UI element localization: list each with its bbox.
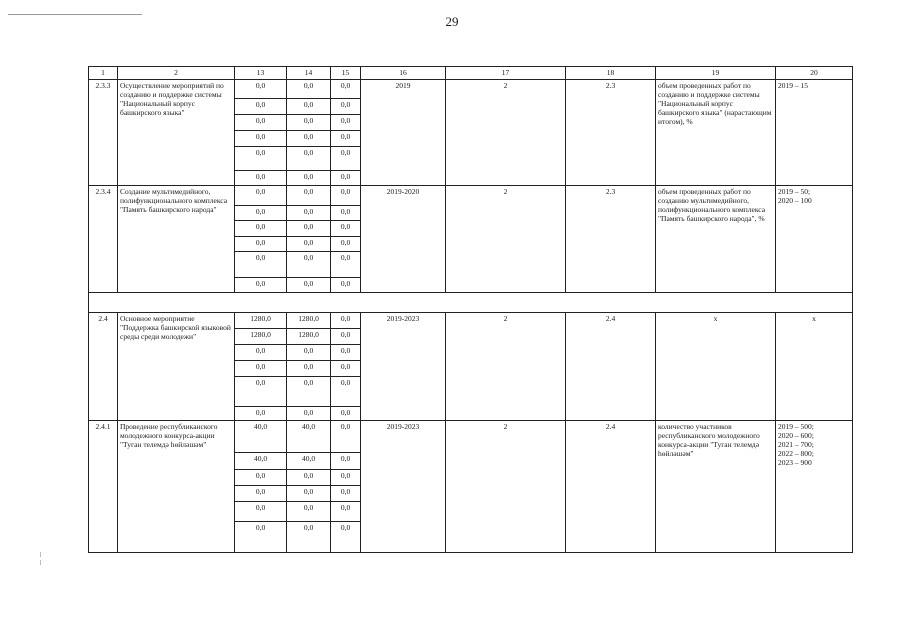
value-cell: 0,0 (330, 251, 361, 278)
value-cell: 0,0 (286, 406, 331, 421)
value-cell: 0,0 (286, 220, 331, 237)
col17-cell: 2 (445, 420, 566, 553)
value-cell: 0,0 (330, 376, 361, 407)
col18-cell: 2.3 (565, 185, 656, 293)
target-cell: 2019 – 500; 2020 – 600; 2021 – 700; 2022 – 800; 2023 – 900 (775, 420, 853, 553)
value-cell: 0,0 (234, 236, 287, 252)
value-cell: 0,0 (234, 376, 287, 407)
header-cell: 13 (234, 66, 287, 80)
value-cell: 0,0 (286, 277, 331, 293)
value-cell: 40,0 (286, 452, 331, 470)
header-cell: 20 (775, 66, 853, 80)
col18-cell: 2.3 (565, 79, 656, 186)
value-cell: 0,0 (234, 79, 287, 99)
header-cell: 14 (286, 66, 331, 80)
indicator-cell: объем проведенных работ по созданию и поддержке системы "Национальный корпус башкирского языка" (нарастающим итогом), % (655, 79, 776, 186)
row-name: Осуществление мероприятий по созданию и поддержке системы "Национальный корпус башкирского языка" (117, 79, 235, 186)
top-rule (8, 14, 142, 15)
value-cell: 0,0 (286, 185, 331, 206)
header-cell: 15 (330, 66, 361, 80)
value-cell: 0,0 (234, 98, 287, 115)
value-cell: 0,0 (330, 205, 361, 221)
value-cell: 0,0 (330, 406, 361, 421)
value-cell: 40,0 (286, 420, 331, 453)
value-cell: 0,0 (286, 236, 331, 252)
margin-mark (40, 560, 41, 565)
value-cell: 0,0 (286, 521, 331, 553)
value-cell: 0,0 (286, 344, 331, 361)
value-cell: 0,0 (234, 146, 287, 171)
value-cell: 0,0 (330, 170, 361, 186)
value-cell: 0,0 (234, 469, 287, 486)
value-cell: 0,0 (330, 114, 361, 131)
period-cell: 2019-2023 (360, 312, 446, 421)
col17-cell: 2 (445, 79, 566, 186)
value-cell: 0,0 (234, 130, 287, 147)
value-cell: 0,0 (330, 501, 361, 522)
indicator-cell: x (655, 312, 776, 421)
value-cell: 0,0 (286, 79, 331, 99)
value-cell: 1280,0 (286, 312, 331, 329)
value-cell: 0,0 (234, 501, 287, 522)
value-cell: 0,0 (330, 452, 361, 470)
value-cell: 0,0 (330, 236, 361, 252)
col17-cell: 2 (445, 185, 566, 293)
header-cell: 17 (445, 66, 566, 80)
header-cell: 18 (565, 66, 656, 80)
value-cell: 0,0 (330, 469, 361, 486)
value-cell: 0,0 (330, 485, 361, 502)
row-id: 2.3.3 (88, 79, 118, 186)
value-cell: 0,0 (330, 277, 361, 293)
col17-cell: 2 (445, 312, 566, 421)
value-cell: 0,0 (234, 344, 287, 361)
value-cell: 0,0 (286, 469, 331, 486)
header-cell: 19 (655, 66, 776, 80)
value-cell: 0,0 (286, 360, 331, 377)
period-cell: 2019 (360, 79, 446, 186)
value-cell: 0,0 (330, 344, 361, 361)
value-cell: 0,0 (330, 328, 361, 345)
period-cell: 2019-2020 (360, 185, 446, 293)
value-cell: 0,0 (330, 130, 361, 147)
value-cell: 0,0 (330, 360, 361, 377)
value-cell: 0,0 (330, 220, 361, 237)
value-cell: 0,0 (234, 406, 287, 421)
col18-cell: 2.4 (565, 312, 656, 421)
row-id: 2.4 (88, 312, 118, 421)
value-cell: 40,0 (234, 420, 287, 453)
period-cell: 2019-2023 (360, 420, 446, 553)
row-name: Создание мультимедийного, полифункционального комплекса "Память башкирского народа" (117, 185, 235, 293)
value-cell: 0,0 (330, 79, 361, 99)
value-cell: 0,0 (330, 521, 361, 553)
value-cell: 0,0 (234, 251, 287, 278)
value-cell: 0,0 (286, 251, 331, 278)
header-cell: 2 (117, 66, 235, 80)
indicator-cell: объем проведенных работ по созданию мультимедийного, полифункционального комплекса "Память башкирского народа", % (655, 185, 776, 293)
value-cell: 0,0 (286, 98, 331, 115)
value-cell: 0,0 (330, 185, 361, 206)
value-cell: 0,0 (234, 170, 287, 186)
value-cell: 0,0 (234, 114, 287, 131)
value-cell: 0,0 (330, 98, 361, 115)
value-cell: 0,0 (330, 312, 361, 329)
indicator-cell: количество участников республиканского молодежного конкурса-акции "Туган телемдә һөйләшәм" (655, 420, 776, 553)
col18-cell: 2.4 (565, 420, 656, 553)
value-cell: 0,0 (286, 114, 331, 131)
target-cell: x (775, 312, 853, 421)
value-cell: 0,0 (234, 185, 287, 206)
value-cell: 0,0 (286, 170, 331, 186)
value-cell: 0,0 (330, 420, 361, 453)
value-cell: 0,0 (330, 146, 361, 171)
value-cell: 0,0 (234, 521, 287, 553)
table-spacer-row (88, 292, 853, 313)
row-name: Основное мероприятие "Поддержка башкирской языковой среды среди молодежи" (117, 312, 235, 421)
value-cell: 0,0 (234, 205, 287, 221)
value-cell: 1280,0 (234, 312, 287, 329)
value-cell: 0,0 (234, 485, 287, 502)
target-cell: 2019 – 15 (775, 79, 853, 186)
value-cell: 1280,0 (286, 328, 331, 345)
value-cell: 0,0 (286, 501, 331, 522)
target-cell: 2019 – 50; 2020 – 100 (775, 185, 853, 293)
value-cell: 0,0 (286, 376, 331, 407)
header-cell: 1 (88, 66, 118, 80)
row-id: 2.3.4 (88, 185, 118, 293)
header-cell: 16 (360, 66, 446, 80)
margin-mark (40, 552, 41, 557)
row-id: 2.4.1 (88, 420, 118, 553)
value-cell: 0,0 (234, 220, 287, 237)
value-cell: 0,0 (286, 146, 331, 171)
value-cell: 0,0 (286, 205, 331, 221)
value-cell: 0,0 (286, 130, 331, 147)
page-number: 29 (445, 14, 459, 29)
value-cell: 0,0 (234, 360, 287, 377)
value-cell: 0,0 (234, 277, 287, 293)
value-cell: 40,0 (234, 452, 287, 470)
row-name: Проведение республиканского молодежного конкурса-акции "Туган телемдә һөйләшәм" (117, 420, 235, 553)
value-cell: 1280,0 (234, 328, 287, 345)
value-cell: 0,0 (286, 485, 331, 502)
